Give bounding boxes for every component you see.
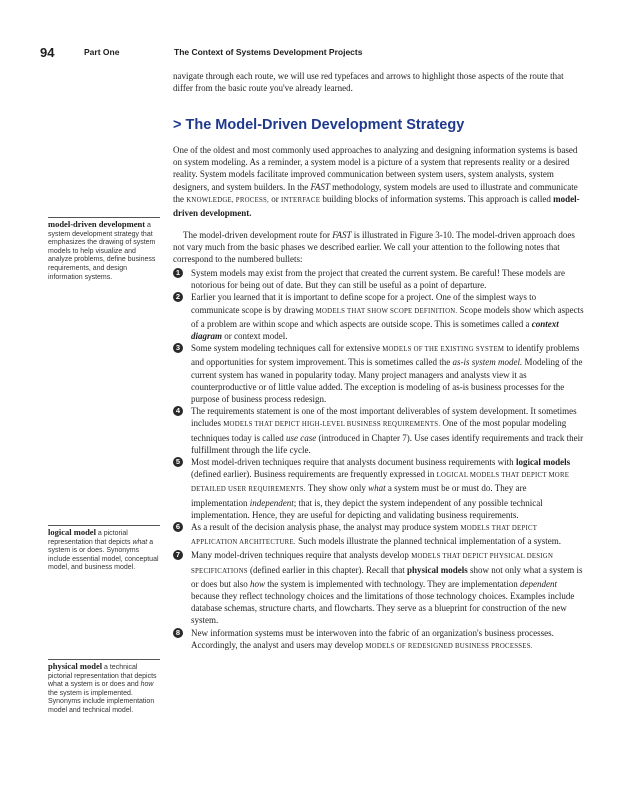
paragraph-route: The model-driven development route for FAST is illustrated in Figure 3-10. The model-driven approach does not vary much from the basic phases we described earlier. We call your attention to the following notes that correspond to the numbered bullets:	[173, 230, 575, 265]
numbered-bullet-list	[173, 267, 585, 653]
margin-definition-physical-model: physical model a technical pictorial representation that depicts what a system is or does and how the system is implemented. Synonyms include implementation model and technical model.	[48, 659, 160, 716]
running-head: The Context of Systems Development Projects	[174, 47, 363, 57]
list-item: 7 Many model-driven techniques require that analysts develop MODELS THAT DEPICT PHYSICAL DESIGN SPECIFICATIONS (defined earlier in this chapter). Recall that physical models show not only what a system is or does but also how the system is implemented with technology. They are implementation dependent because they reflect technology choices and the limitations of those technology choices. Examples include database schemas, structure charts, and flowcharts. They serve as a blueprint for construction of the new system.	[173, 549, 585, 626]
margin-definition-model-driven: model-driven development a system development strategy that emphasizes the drawing of system models to help visualize and analyze problems, define business requirements, and design information systems.	[48, 217, 160, 282]
bullet-number-icon: 1	[173, 268, 183, 278]
bullet-number-icon: 2	[173, 292, 183, 302]
bullet-number-icon: 3	[173, 343, 183, 353]
page-number: 94	[40, 45, 55, 60]
margin-definition-logical-model: logical model a pictorial representation that depicts what a system is or does. Synonyms include essential model, conceptual model, and business model.	[48, 527, 159, 572]
bullet-number-icon: 8	[173, 628, 183, 638]
list-item: 6 As a result of the decision analysis phase, the analyst may produce system MODELS THAT DEPICT APPLICATION ARCHITECTURE. Such models illustrate the planned technical implementation of a system.	[173, 521, 585, 549]
part-label: Part One	[84, 47, 120, 57]
term-model-driven-development: model-driven development.	[173, 193, 580, 219]
list-item: 4 The requirements statement is one of the most important deliverables of system development. It sometimes includes MODELS THAT DEPICT HIGH-LEVEL BUSINESS REQUIREMENTS. One of the most popular modeling techniques today is called use case (introduced in Chapter 7). Use cases identify requirements and track their fulfillment through the life cycle.	[173, 405, 585, 456]
bullet-number-icon: 6	[173, 522, 183, 532]
list-item: 5 Most model-driven techniques require that analysts document business requirements with logical models (defined earlier). Business requirements are frequently expressed in LOGICAL MODELS THAT DEPICT MORE DETAILED USER REQUIREMENTS. They show only what a system must be or must do. They are implementation independent; that is, they depict the system independent of any possible technical implementation. Hence, they are useful for depicting and validating business requirements.	[173, 456, 585, 521]
list-item: 2 Earlier you learned that it is important to define scope for a project. One of the simplest ways to communicate scope is by drawing MODELS THAT SHOW SCOPE DEFINITION. Scope models show which aspects of a problem are within scope and which aspects are outside scope. This is sometimes called a context diagram or context model.	[173, 291, 585, 342]
section-title: > The Model-Driven Development Strategy	[173, 117, 465, 133]
intro-paragraph: navigate through each route, we will use red typefaces and arrows to highlight those aspects of the route that differ from the basic route you've already learned.	[173, 71, 564, 94]
paragraph-model-driven: One of the oldest and most commonly used approaches to analyzing and designing information systems is based on system modeling. As a reminder, a system model is a picture of a system that represents reality or a desired reality. System models facilitate improved communication between system users, system analysts, system designers, and system builders. In the FAST methodology, system models are used to illustrate and communicate the KNOWLEDGE, PROCESS, or INTERFACE building blocks of information systems. This approach is called model-driven development.	[173, 145, 580, 219]
page-header	[40, 47, 580, 61]
list-item: 3 Some system modeling techniques call for extensive MODELS OF THE EXISTING SYSTEM to identify problems and opportunities for system improvement. This is sometimes called the as-is system model. Modeling of the current system has waned in popularity today. Many project managers and analysts view it as counterproductive or of little value added. The exception is modeling of as-is business processes for the purpose of business process redesign.	[173, 342, 585, 405]
bullet-number-icon: 7	[173, 550, 183, 560]
bullet-number-icon: 5	[173, 457, 183, 467]
bullet-number-icon: 4	[173, 406, 183, 416]
list-item: 1 System models may exist from the project that created the current system. Be careful! These models are notorious for being out of date. But they can still be useful as a point of departure.	[173, 267, 585, 291]
list-item: 8 New information systems must be interwoven into the fabric of an organization's business processes. Accordingly, the analyst and users may develop MODELS OF REDESIGNED BUSINESS PROCESSES.	[173, 627, 585, 653]
